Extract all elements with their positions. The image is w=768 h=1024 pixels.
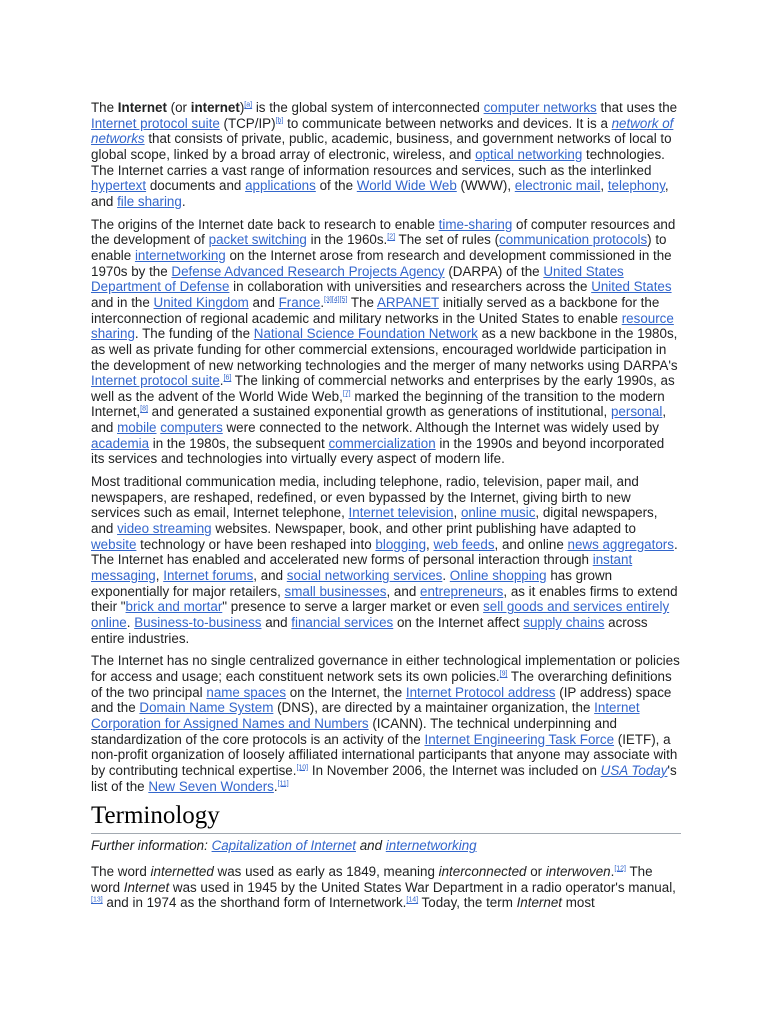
link-name-spaces[interactable]: name spaces [206, 684, 287, 700]
citation-link[interactable]: [3][4][5] [324, 296, 348, 304]
text-run: that consists of private, public, academic, business, and government networks of local to global scope, linked by a broad array of electronic, wireless, and [91, 131, 672, 162]
link-web-feeds[interactable]: web feeds [433, 536, 495, 552]
text-run: . [126, 615, 135, 630]
link-blogging[interactable]: blogging [375, 536, 427, 552]
link-video-streaming[interactable]: video streaming [117, 521, 212, 537]
link-internet-television[interactable]: Internet television [348, 505, 454, 521]
text-run: (DNS), are directed by a maintainer organization, the [273, 700, 595, 716]
link-commercialization[interactable]: commercialization [328, 435, 436, 451]
text-run: . [181, 193, 186, 209]
link-defense-advanced-research-projects-agency[interactable]: Defense Advanced Research Projects Agency [171, 263, 445, 279]
text-run: most [562, 895, 595, 911]
text-run: (IP address) space and the [91, 684, 672, 716]
link-applications[interactable]: applications [245, 178, 316, 194]
text-run: documents and [146, 178, 246, 194]
link-world-wide-web[interactable]: World Wide Web [356, 178, 457, 194]
link-usa-today[interactable]: USA Today [600, 762, 668, 778]
citation-link[interactable]: [8] [140, 406, 148, 413]
text-run: , [155, 568, 164, 584]
link-domain-name-system[interactable]: Domain Name System [139, 700, 274, 716]
text-run: or [526, 863, 546, 879]
text-run: in the 1990s and beyond incorporated its services and technologies into virtually every aspect of modern life. [91, 435, 665, 467]
text-run: (or [166, 100, 191, 115]
citation-link[interactable]: [9] [499, 670, 508, 678]
link-news-aggregators[interactable]: news aggregators [567, 536, 674, 552]
text-run: The word [91, 863, 151, 879]
link-internet-forums[interactable]: Internet forums [163, 568, 254, 584]
citation-link[interactable]: [11] [277, 780, 289, 788]
link-mobile[interactable]: mobile [117, 420, 157, 436]
text-run: (DARPA) of the [444, 263, 544, 279]
text-run: The word [91, 863, 653, 895]
italic-term: interwoven [545, 863, 611, 879]
text-run: on the Internet affect [393, 615, 524, 630]
link-instant-messaging[interactable]: instant messaging [91, 552, 633, 584]
link-packet-switching[interactable]: packet switching [208, 232, 307, 248]
paragraph-origins [91, 217, 681, 468]
italic-wrapper [386, 838, 477, 853]
text-run: . [610, 863, 615, 879]
text-run: Today, the term [418, 895, 517, 911]
link-hypertext[interactable]: hypertext [91, 178, 147, 194]
italic-wrapper [601, 763, 668, 778]
link-optical-networking[interactable]: optical networking [475, 146, 583, 162]
text-run: , and online [494, 536, 568, 552]
text-run: (WWW), [456, 178, 515, 194]
italic-term: Internet [516, 895, 562, 911]
link-internetworking[interactable]: internetworking [134, 247, 226, 263]
italic-term: Internet [123, 879, 170, 895]
link-online-music[interactable]: online music [460, 505, 536, 521]
citation-sup [387, 234, 395, 241]
text-run: websites. Newspaper, book, and other print publishing have adapted to [211, 521, 636, 537]
citation-link[interactable]: [a] [244, 101, 253, 109]
link-internet-protocol-suite[interactable]: Internet protocol suite [91, 115, 220, 131]
citation-link[interactable]: [2] [387, 233, 396, 241]
text-run: technology or have been reshaped into [136, 536, 376, 552]
text-run: , and [91, 178, 669, 209]
text-run: is the global system of interconnected [252, 100, 484, 115]
text-run: The linking of commercial networks and enterprises by the early 1990s, as well as the advent of the World Wide Web, [91, 373, 675, 404]
paragraph-definition [91, 100, 681, 210]
link-online-shopping[interactable]: Online shopping [449, 568, 547, 584]
citation-sup [296, 764, 308, 771]
text-run: . The funding of the [134, 326, 254, 342]
text-run: on the Internet, the [286, 684, 406, 700]
citation-sup [343, 390, 351, 397]
text-run: . [219, 373, 224, 389]
link-national-science-foundation-network[interactable]: National Science Foundation Network [253, 326, 478, 342]
link-time-sharing[interactable]: time-sharing [438, 216, 513, 232]
text-run: initially served as a backbone for the interconnection of regional academic and military networks in the United States to enable [91, 294, 660, 326]
text-run: " presence to serve a larger market or even [222, 599, 484, 615]
text-run: , [453, 505, 461, 521]
link-france[interactable]: France [278, 294, 321, 310]
citation-link[interactable]: [10] [296, 764, 309, 772]
text-run: , as it enables firms to extend their " [91, 583, 678, 615]
link-internet-protocol-address[interactable]: Internet Protocol address [405, 684, 556, 700]
citation-sup [91, 897, 103, 904]
text-run: . [442, 568, 450, 584]
link-small-businesses[interactable]: small businesses [284, 583, 387, 599]
text-run: . The Internet has enabled and accelerated new forms of personal interaction through [91, 536, 678, 568]
link-social-networking-services[interactable]: social networking services [286, 568, 443, 584]
link-united-states-department-of-defense[interactable]: United States Department of Defense [91, 263, 624, 295]
link-sell-goods-and-services-entirely-online[interactable]: sell goods and services entirely online [91, 599, 670, 630]
link-internetworking[interactable]: internetworking [385, 838, 477, 854]
link-website[interactable]: website [91, 536, 137, 552]
italic-wrapper [212, 838, 356, 853]
link-file-sharing[interactable]: file sharing [117, 193, 182, 209]
link-united-states[interactable]: United States [591, 279, 672, 295]
paragraph-media [91, 474, 681, 646]
text-run: (ICANN). The technical underpinning and standardization of the core protocols is an activity of the [91, 715, 617, 747]
text-run: and in 1974 as the shorthand form of Internetwork. [102, 895, 407, 911]
link-arpanet[interactable]: ARPANET [376, 294, 439, 310]
text-run: Most traditional communication media, including telephone, radio, television, paper mail, and newspapers, are reshaped, redefined, or even bypassed by the Internet, giving birth to new services such as email, Internet telephone, [91, 474, 639, 521]
citation-link[interactable]: [6] [223, 374, 232, 382]
text-run: , digital newspapers, and [91, 505, 658, 537]
link-supply-chains[interactable]: supply chains [523, 615, 605, 630]
hatnote-further-information [91, 838, 681, 854]
text-run: (TCP/IP) [219, 115, 276, 131]
link-electronic-mail[interactable]: electronic mail [514, 178, 601, 194]
paragraph-governance [91, 653, 681, 794]
link-communication-protocols[interactable]: communication protocols [499, 232, 648, 248]
link-entrepreneurs[interactable]: entrepreneurs [420, 583, 504, 599]
text-run: ) to enable [91, 232, 667, 263]
text-run: The overarching definitions of the two principal [91, 668, 672, 700]
citation-sup [614, 865, 626, 872]
text-run: and [248, 294, 279, 310]
intro-section [91, 100, 681, 794]
bold-term: Internet [117, 100, 167, 115]
text-run: , and [386, 583, 420, 599]
text-run: in collaboration with universities and researchers across the [229, 279, 592, 295]
text-run: (IETF), a non-profit organization of loosely affiliated international participants that anyone may associate with by contributing technical expertise. [91, 731, 678, 778]
text-run: , and [91, 404, 667, 436]
link-brick-and-mortar[interactable]: brick and mortar [125, 599, 223, 615]
text-run: The [91, 100, 118, 115]
text-run: across entire industries. [91, 615, 648, 646]
text-run: of computer resources and the development of [91, 216, 676, 248]
text-run: in the 1960s. [306, 232, 388, 248]
link-united-kingdom[interactable]: United Kingdom [153, 294, 249, 310]
italic-term: interconnected [438, 863, 527, 879]
text-run: In November 2006, the Internet was included on [308, 762, 601, 778]
text-run: as a new backbone in the 1980s, as well as private funding for other commercial extensions, encouraged worldwide participation in the development of new networking technologies and the merger of many networks using DARPA's [91, 326, 678, 373]
link-business-to-business[interactable]: Business-to-business [134, 615, 262, 630]
link-new-seven-wonders[interactable]: New Seven Wonders [148, 778, 274, 794]
citation-link[interactable]: [b] [275, 117, 284, 125]
citation-link[interactable]: [13] [91, 896, 103, 904]
text-run: was used in 1945 by the United States War Department in a radio operator's manual, [169, 879, 676, 895]
text-run: ) [239, 100, 245, 115]
text-run: , and [253, 568, 287, 584]
bold-term: internet [190, 100, 240, 115]
italic-term: internetted [150, 863, 214, 879]
citation-sup [244, 102, 252, 109]
text-run: and in the [91, 294, 154, 310]
text-run: Further information: [91, 838, 212, 854]
link-capitalization-of-internet[interactable]: Capitalization of Internet [211, 838, 356, 854]
text-run: has grown exponentially for major retailers, [91, 568, 613, 599]
link-resource-sharing[interactable]: resource sharing [91, 310, 674, 342]
citation-sup [406, 897, 418, 904]
citation-sup [324, 296, 347, 303]
text-run: The set of rules ( [395, 232, 500, 248]
link-network-of-networks[interactable]: network of networks [91, 115, 674, 147]
link-telephony[interactable]: telephony [607, 178, 665, 194]
text-run: on the Internet arose from research and development commissioned in the 1970s by the [91, 247, 672, 279]
text-run: was used as early as 1849, meaning [213, 863, 439, 879]
link-internet-protocol-suite[interactable]: Internet protocol suite [91, 373, 220, 389]
citation-link[interactable]: [12] [614, 865, 627, 873]
citation-link[interactable]: [14] [406, 896, 419, 904]
article-body [91, 100, 681, 918]
link-computer-networks[interactable]: computer networks [483, 100, 597, 115]
text-run: The [347, 294, 377, 310]
text-run: 's list of the [91, 762, 677, 794]
text-run: , [426, 536, 434, 552]
text-run: . [320, 294, 325, 310]
link-internet-corporation-for-assigned-names-and-numbers[interactable]: Internet Corporation for Assigned Names and Numbers [91, 700, 640, 731]
link-academia[interactable]: academia [91, 435, 150, 451]
text-run: were connected to the network. Although the Internet was widely used by [222, 420, 659, 436]
text-run: that uses the [596, 100, 678, 115]
citation-sup [278, 780, 289, 787]
text-run: marked the beginning of the transition to the modern Internet, [91, 388, 665, 420]
link-internet-engineering-task-force[interactable]: Internet Engineering Task Force [424, 731, 615, 747]
text-run: The origins of the Internet date back to research to enable [91, 216, 439, 232]
text-run: and [261, 615, 292, 630]
link-personal[interactable]: personal [610, 404, 663, 420]
text-run: and generated a sustained exponential growth as generations of institutional, [147, 404, 611, 420]
section-heading-terminology: Terminology [91, 801, 681, 834]
text-run: . [273, 778, 278, 794]
text-run: technologies. The Internet carries a vast range of information resources and services, such as the interlinked [91, 146, 665, 178]
text-run: in the 1980s, the subsequent [149, 435, 329, 451]
text-run: and [355, 838, 386, 854]
text-run: of the [315, 178, 357, 194]
citation-sup [140, 406, 148, 413]
text-run: The Internet has no single centralized governance in either technological implementation or policies for access and usage; each constituent network sets its own policies. [91, 653, 680, 684]
citation-link[interactable]: [7] [342, 390, 351, 398]
text-run: to communicate between networks and devices. It is a [283, 115, 612, 131]
link-computers[interactable]: computers [160, 420, 223, 436]
paragraph-terminology [91, 864, 681, 911]
link-financial-services[interactable]: financial services [291, 615, 394, 630]
text-run: , [600, 178, 608, 194]
